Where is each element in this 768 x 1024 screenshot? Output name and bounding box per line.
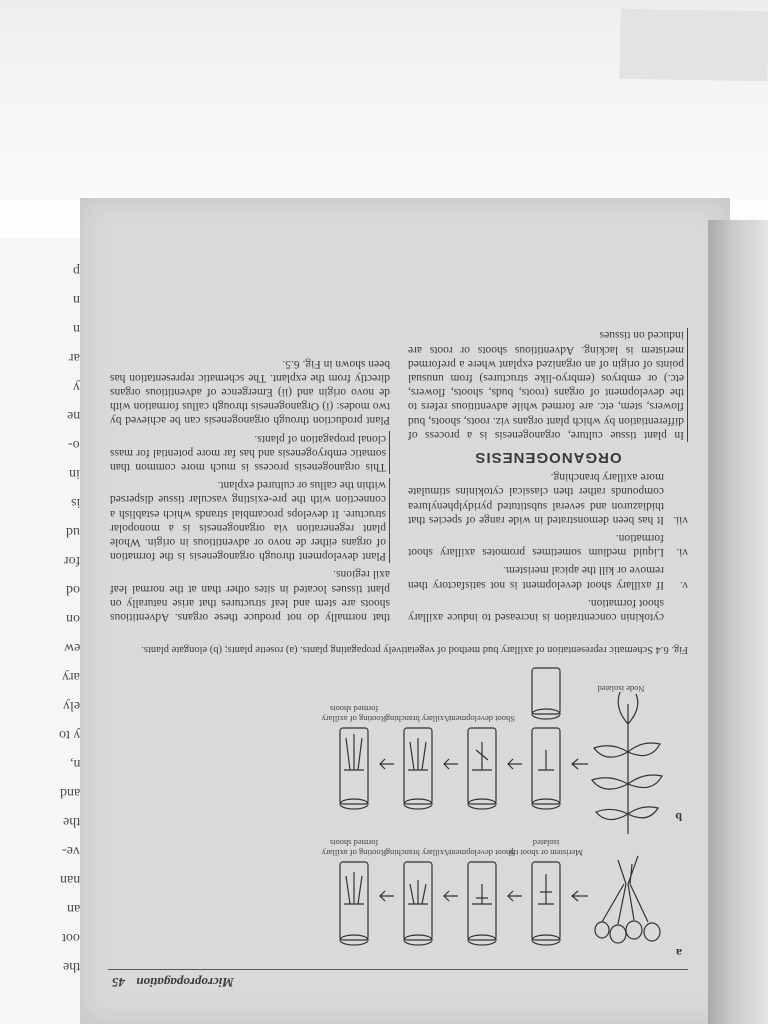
running-header xyxy=(108,969,688,996)
neighbor-text-fragment: on xyxy=(66,611,80,626)
neighbor-text-fragment: ew xyxy=(63,640,80,655)
neighbor-text-fragment: an xyxy=(66,901,80,916)
neighbor-text-fragment: nan xyxy=(59,872,80,887)
printed-page-content xyxy=(96,236,708,996)
neighbor-text-fragment: y xyxy=(73,379,80,394)
paragraph-organogenesis-common: This organogenesis process is much more common than somatic embryogenesis and has far more potential for mass clonal propagation of plants. xyxy=(110,431,390,474)
neighbor-text-fragment: the xyxy=(62,814,80,829)
tube-b1 xyxy=(532,728,560,809)
figure-6-4 xyxy=(108,664,688,964)
neighbor-text-fragment: od xyxy=(66,582,80,597)
list-item: vi. Liquid medium sometimes promotes axillary shoot formation. xyxy=(408,531,688,559)
panel-b-label: b xyxy=(675,810,682,824)
tube-b4 xyxy=(340,728,368,809)
neighbor-text-fragment: n xyxy=(73,321,80,336)
tube-a1 xyxy=(532,862,560,945)
paragraph-plant-development: Plant development through organogenesis is the formation of organs either de novo or adventitious in origin. Whole plant regeneration via organogenesis is a monopolar structure. It develops procambial strands which establish a connection with the pre-existing vascular tissue dispersed within the callus or cultured explant. xyxy=(110,478,390,563)
neighbor-text-fragment: ely xyxy=(62,698,80,713)
label-b-axillary: Axillary branching xyxy=(385,714,451,724)
neighbor-text-fragment: o- xyxy=(68,437,80,452)
neighbor-text-fragment: n xyxy=(73,292,80,307)
neighbor-text-fragment: ne xyxy=(66,408,80,423)
paragraph-organogenesis-definition: In plant tissue culture, organogenesis is a process of differentiation by which plant organs viz. roots, shoots, bud flowers, stem, etc. are formed while adventitious refers to the development of organs (roots, buds, shoots, flowers, etc.) or embryos (embryo-like structures) from unusual points of origin of an organized explant where a preformed meristem is lacking. Adventitious shoots or roots are induced on tissues xyxy=(408,328,688,442)
rosette-plant-illustration xyxy=(595,856,660,943)
book-spine-edge xyxy=(708,220,768,1024)
label-a-meristem: Meristem or shoot tip isolated xyxy=(509,838,583,858)
tube-a4 xyxy=(340,862,368,945)
neighbor-text-fragment: in xyxy=(69,466,80,481)
section-heading-organogenesis: ORGANOGENESIS xyxy=(474,448,622,466)
panel-a-label: a xyxy=(676,946,682,960)
label-a-shoot-dev: Shoot development xyxy=(449,848,515,858)
list-item: vii. It has been demonstrated in wide range of species that thidiazuron and several substituted pyridylphenylurea compounds rather then classical cytokinins stimulate more axillary branching. xyxy=(408,471,688,526)
neighbor-text-fragment: for xyxy=(63,553,80,568)
neighbor-text-fragment: oot xyxy=(62,930,80,945)
list-item: cytokinin concentration is increased to induce axillary shoot formation. xyxy=(408,596,664,623)
label-b-shoot-dev: Shoot development xyxy=(449,714,515,724)
neighbor-text-fragment: ve- xyxy=(62,843,80,858)
neighbor-text-fragment: ud xyxy=(66,524,80,539)
figure-caption: Fig. 6.4 Schematic representation of axillary bud method of vegetatively propagating plants. (a) rosette plants; (b) elongate plants. xyxy=(141,644,688,655)
elongate-plant-illustration xyxy=(592,692,662,834)
neighbor-text-fragment: n, xyxy=(69,756,80,771)
tube-a2 xyxy=(468,862,496,945)
neighbor-text-fragment: ar xyxy=(69,350,80,365)
scan-shadow xyxy=(619,9,768,82)
tube-b1-alt xyxy=(532,668,560,719)
left-column xyxy=(408,324,688,624)
tube-b3 xyxy=(404,728,432,809)
figure-drawing xyxy=(108,664,688,964)
neighbor-page xyxy=(0,238,84,1024)
neighbor-text-fragment: and xyxy=(59,785,80,800)
paragraph-adventitious: that normally do not produce these organs. Adventitious shoots are stem and leaf structures that arise naturally on plant tissues located in sites other than at the normal leaf axil regions. xyxy=(110,568,390,623)
label-b-node: Node isolated xyxy=(597,684,645,694)
label-a-axillary: Axillary branching xyxy=(385,848,451,858)
label-a-rooting: Rooting of axillary formed shoots xyxy=(321,838,387,858)
paragraph-modes: Plant production through organogenesis can be achieved by two modes: (i) Organogenesis through callus formation with de novo origin and (ii) Emergence of adventitious organs directly from the explant. The schematic representation has been shown in Fig. 6.5. xyxy=(110,357,390,427)
neighbor-text-fragment: the xyxy=(62,959,80,974)
right-column xyxy=(110,352,390,624)
page-number: 45 xyxy=(112,975,125,990)
tube-a3 xyxy=(404,862,432,945)
neighbor-text-fragment: is xyxy=(70,495,80,510)
label-b-rooting: Rooting of axillary formed shoots xyxy=(321,704,387,724)
running-head-title: Micropropagation xyxy=(136,975,234,990)
neighbor-text-fragment: ary xyxy=(62,669,80,684)
neighbor-text-fragment: p xyxy=(73,263,80,278)
neighbor-text-fragment: y to xyxy=(58,727,80,742)
list-item: v. If axillary shoot development is not satisfactory then remove or kill the apical meristem. xyxy=(408,564,688,591)
tube-b2 xyxy=(468,728,496,809)
